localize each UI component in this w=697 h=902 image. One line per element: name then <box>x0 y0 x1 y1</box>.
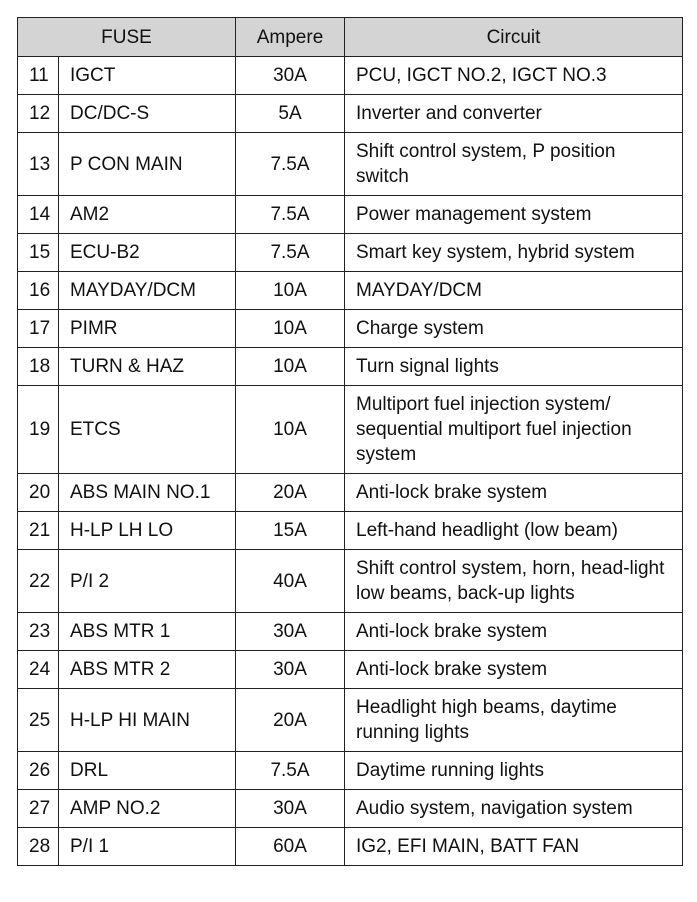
fuse-name-cell: ABS MTR 2 <box>59 651 236 689</box>
circuit-cell: Anti-lock brake system <box>345 613 683 651</box>
ampere-cell: 7.5A <box>236 133 345 196</box>
table-row <box>18 310 683 348</box>
header-circuit: Circuit <box>345 18 683 57</box>
circuit-cell: PCU, IGCT NO.2, IGCT NO.3 <box>345 57 683 95</box>
fuse-number-cell: 22 <box>18 550 59 613</box>
table-row <box>18 651 683 689</box>
fuse-number-cell: 12 <box>18 95 59 133</box>
fuse-name-cell: IGCT <box>59 57 236 95</box>
circuit-cell: Smart key system, hybrid system <box>345 234 683 272</box>
ampere-cell: 7.5A <box>236 234 345 272</box>
table-row <box>18 348 683 386</box>
table-row <box>18 234 683 272</box>
fuse-number-cell: 25 <box>18 689 59 752</box>
table-body <box>18 57 683 866</box>
table-row <box>18 689 683 752</box>
fuse-name-cell: P/I 2 <box>59 550 236 613</box>
fuse-name-cell: AM2 <box>59 196 236 234</box>
fuse-name-cell: ABS MAIN NO.1 <box>59 474 236 512</box>
circuit-cell: Audio system, navigation system <box>345 790 683 828</box>
circuit-cell: Anti-lock brake system <box>345 474 683 512</box>
fuse-number-cell: 13 <box>18 133 59 196</box>
table-header <box>18 18 683 57</box>
fuse-number-cell: 20 <box>18 474 59 512</box>
fuse-table <box>17 17 683 866</box>
header-ampere: Ampere <box>236 18 345 57</box>
circuit-cell: MAYDAY/DCM <box>345 272 683 310</box>
ampere-cell: 10A <box>236 386 345 474</box>
header-row <box>18 18 683 57</box>
ampere-cell: 30A <box>236 651 345 689</box>
ampere-cell: 10A <box>236 272 345 310</box>
fuse-name-cell: ECU-B2 <box>59 234 236 272</box>
ampere-cell: 30A <box>236 57 345 95</box>
table-row <box>18 550 683 613</box>
table-row <box>18 790 683 828</box>
fuse-number-cell: 17 <box>18 310 59 348</box>
circuit-cell: Turn signal lights <box>345 348 683 386</box>
table-row <box>18 272 683 310</box>
circuit-cell: Multiport fuel injection system/ sequential multiport fuel injection system <box>345 386 683 474</box>
fuse-number-cell: 23 <box>18 613 59 651</box>
ampere-cell: 60A <box>236 828 345 866</box>
fuse-name-cell: ABS MTR 1 <box>59 613 236 651</box>
fuse-number-cell: 15 <box>18 234 59 272</box>
circuit-cell: Inverter and converter <box>345 95 683 133</box>
table-row <box>18 95 683 133</box>
ampere-cell: 30A <box>236 613 345 651</box>
header-fuse: FUSE <box>18 18 236 57</box>
fuse-name-cell: ETCS <box>59 386 236 474</box>
table-row <box>18 512 683 550</box>
fuse-name-cell: H-LP LH LO <box>59 512 236 550</box>
table-row <box>18 57 683 95</box>
circuit-cell: Headlight high beams, daytime running lights <box>345 689 683 752</box>
fuse-name-cell: TURN & HAZ <box>59 348 236 386</box>
fuse-number-cell: 14 <box>18 196 59 234</box>
fuse-name-cell: P CON MAIN <box>59 133 236 196</box>
table-row <box>18 752 683 790</box>
table-row <box>18 196 683 234</box>
ampere-cell: 10A <box>236 310 345 348</box>
circuit-cell: IG2, EFI MAIN, BATT FAN <box>345 828 683 866</box>
table-row <box>18 613 683 651</box>
table-row <box>18 386 683 474</box>
circuit-cell: Anti-lock brake system <box>345 651 683 689</box>
fuse-number-cell: 26 <box>18 752 59 790</box>
fuse-name-cell: H-LP HI MAIN <box>59 689 236 752</box>
table-row <box>18 133 683 196</box>
ampere-cell: 5A <box>236 95 345 133</box>
fuse-name-cell: DC/DC-S <box>59 95 236 133</box>
fuse-name-cell: MAYDAY/DCM <box>59 272 236 310</box>
ampere-cell: 30A <box>236 790 345 828</box>
circuit-cell: Left-hand headlight (low beam) <box>345 512 683 550</box>
fuse-number-cell: 18 <box>18 348 59 386</box>
fuse-number-cell: 28 <box>18 828 59 866</box>
table-row <box>18 828 683 866</box>
ampere-cell: 10A <box>236 348 345 386</box>
ampere-cell: 15A <box>236 512 345 550</box>
circuit-cell: Daytime running lights <box>345 752 683 790</box>
ampere-cell: 7.5A <box>236 752 345 790</box>
table-row <box>18 474 683 512</box>
fuse-name-cell: PIMR <box>59 310 236 348</box>
fuse-number-cell: 16 <box>18 272 59 310</box>
circuit-cell: Shift control system, P position switch <box>345 133 683 196</box>
ampere-cell: 20A <box>236 474 345 512</box>
ampere-cell: 40A <box>236 550 345 613</box>
fuse-number-cell: 21 <box>18 512 59 550</box>
fuse-number-cell: 19 <box>18 386 59 474</box>
fuse-name-cell: DRL <box>59 752 236 790</box>
fuse-name-cell: P/I 1 <box>59 828 236 866</box>
ampere-cell: 20A <box>236 689 345 752</box>
ampere-cell: 7.5A <box>236 196 345 234</box>
fuse-number-cell: 24 <box>18 651 59 689</box>
fuse-number-cell: 27 <box>18 790 59 828</box>
fuse-number-cell: 11 <box>18 57 59 95</box>
fuse-name-cell: AMP NO.2 <box>59 790 236 828</box>
circuit-cell: Power management system <box>345 196 683 234</box>
circuit-cell: Charge system <box>345 310 683 348</box>
circuit-cell: Shift control system, horn, head-light low beams, back-up lights <box>345 550 683 613</box>
